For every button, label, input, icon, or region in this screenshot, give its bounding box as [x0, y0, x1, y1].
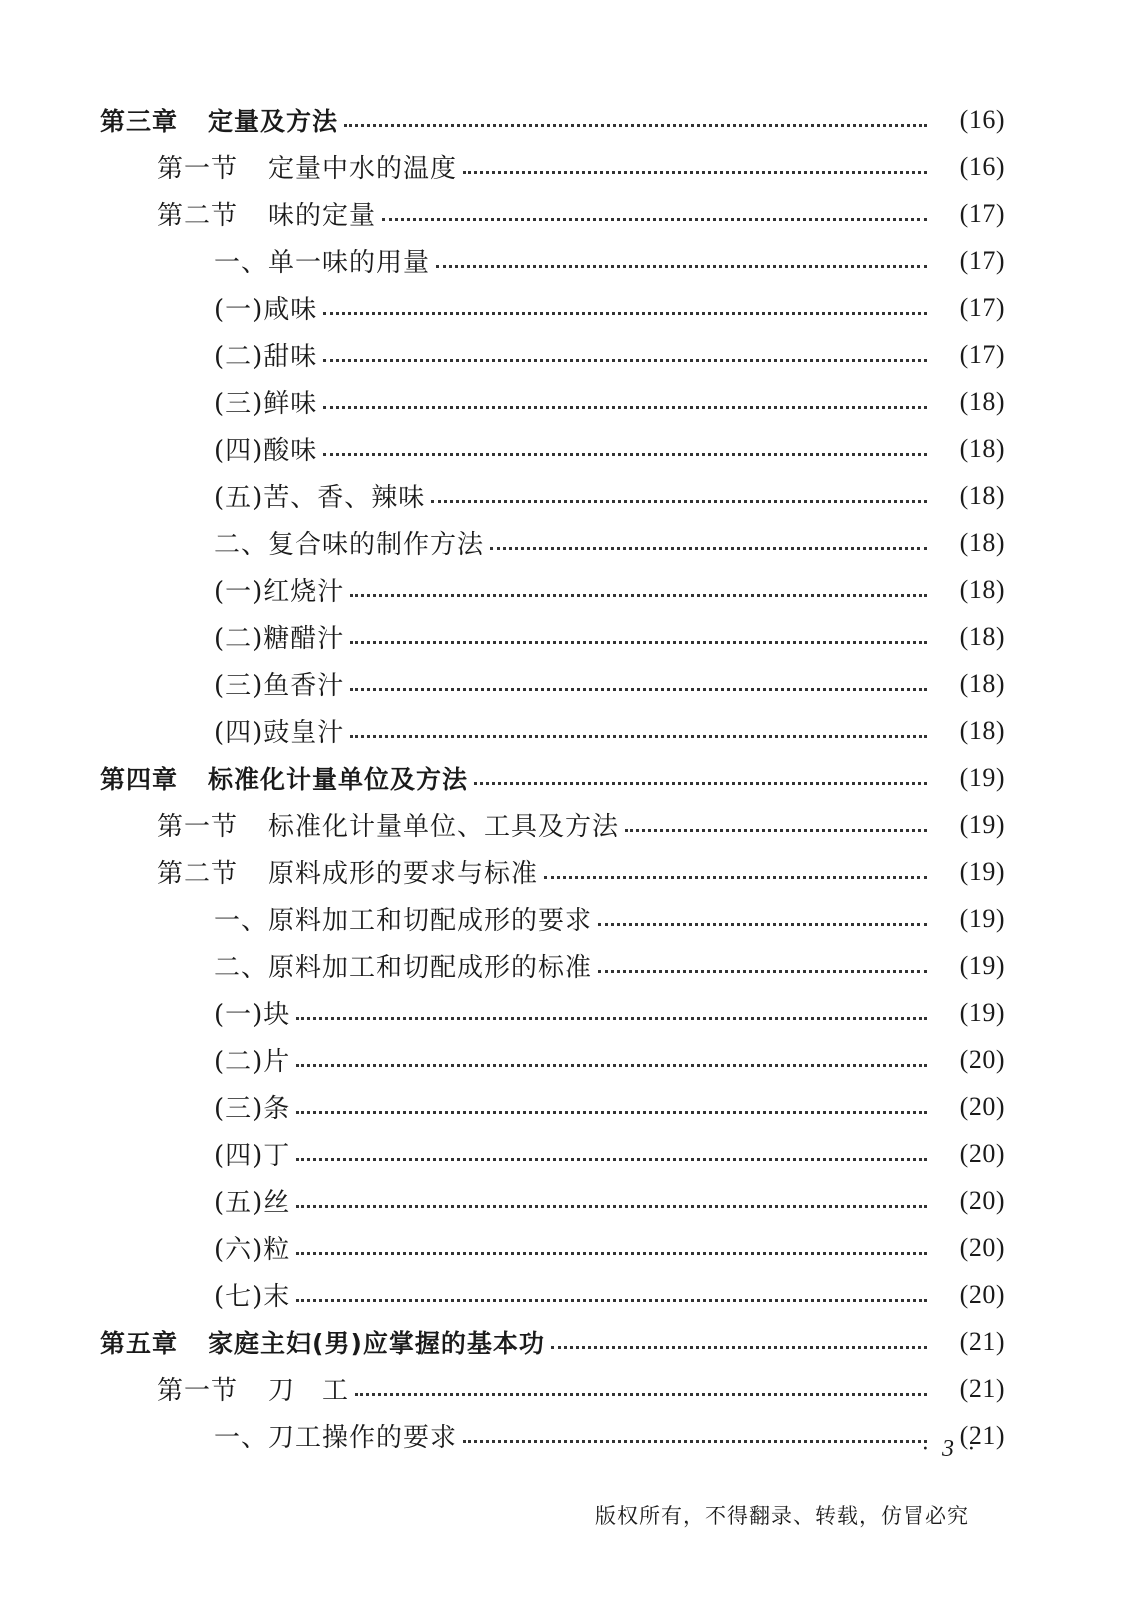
dot-leader	[431, 500, 927, 503]
toc-entry	[0, 707, 1131, 754]
toc-sub-row	[0, 425, 1005, 472]
toc-entry	[0, 1036, 1131, 1083]
toc-entry-label	[214, 618, 344, 655]
toc-entry-label	[214, 1135, 290, 1172]
dot-leader	[382, 218, 927, 221]
toc-entry-page: (18)	[959, 527, 1005, 557]
toc-entry	[0, 378, 1131, 425]
toc-entry-title: (四)丁	[214, 1141, 291, 1171]
dot-leader	[323, 453, 927, 456]
toc-entry	[0, 1318, 1131, 1365]
toc-item-row	[0, 237, 1005, 284]
toc-entry-title: 一、原料加工和切配成形的要求	[214, 906, 593, 936]
dot-leader	[323, 312, 927, 315]
toc-entry-label	[214, 665, 344, 702]
toc-entry-page: (18)	[959, 715, 1005, 745]
toc-entry-number: 第二节	[157, 201, 239, 231]
toc-entry-title: 定量及方法	[208, 106, 339, 136]
toc-entry-page: (17)	[959, 245, 1005, 275]
toc-entry-label	[214, 1417, 457, 1454]
toc-entry-label	[214, 1088, 290, 1125]
toc-entry-label	[214, 712, 344, 749]
dot-leader	[350, 594, 927, 597]
dot-leader	[350, 735, 927, 738]
toc-entry-page: (17)	[959, 198, 1005, 228]
dot-leader	[296, 1064, 927, 1067]
toc-entry	[0, 566, 1131, 613]
toc-entry	[0, 472, 1131, 519]
toc-item-row	[0, 942, 1005, 989]
toc-entry-page: (21)	[959, 1420, 1005, 1450]
toc-entry-page: (19)	[959, 856, 1005, 886]
toc-entry-label	[214, 383, 317, 420]
toc-sub-row	[0, 1083, 1005, 1130]
dot-leader	[474, 782, 927, 785]
toc-entry	[0, 143, 1131, 190]
toc-item-row	[0, 1412, 1005, 1459]
toc-entry	[0, 1130, 1131, 1177]
toc-entry-number: 第一节	[157, 1376, 239, 1406]
toc-item-row	[0, 895, 1005, 942]
toc-entry	[0, 754, 1131, 801]
toc-entry-title: 定量中水的温度	[268, 154, 458, 184]
toc-entry-title: 家庭主妇(男)应掌握的基本功	[208, 1328, 545, 1358]
toc-entry-title: (一)红烧汁	[214, 577, 345, 607]
dot-leader	[323, 359, 927, 362]
toc-entry-number: 第一节	[157, 812, 239, 842]
toc-entry-number: 第二节	[157, 859, 239, 889]
toc-entry-page: (20)	[959, 1044, 1005, 1074]
dot-leader	[544, 876, 927, 879]
toc-entry-label	[157, 1370, 349, 1407]
toc-section-row	[0, 143, 1005, 190]
toc-entry-title: 标准化计量单位及方法	[208, 764, 469, 794]
toc-entry-page: (18)	[959, 386, 1005, 416]
toc-entry-page: (19)	[959, 762, 1005, 792]
dot-leader	[463, 171, 927, 174]
toc-entry-page: (17)	[959, 339, 1005, 369]
dot-leader	[344, 124, 927, 127]
dot-leader	[323, 406, 927, 409]
toc-section-row	[0, 801, 1005, 848]
toc-section-row	[0, 848, 1005, 895]
toc-sub-row	[0, 660, 1005, 707]
toc-entry-page: (21)	[959, 1373, 1005, 1403]
dot-leader	[551, 1346, 927, 1349]
toc-entry-title: 味的定量	[268, 201, 377, 231]
toc-chapter-row	[0, 1318, 1005, 1365]
toc-entry-number: 第一节	[157, 154, 239, 184]
toc-entry-title: (一)咸味	[214, 295, 318, 325]
toc-entry-label	[100, 102, 338, 138]
toc-entry-label	[214, 1041, 290, 1078]
toc-entry-label	[214, 336, 317, 373]
toc-entry-label	[214, 430, 317, 467]
table-of-contents	[0, 96, 1131, 1459]
toc-entry-page: (19)	[959, 997, 1005, 1027]
toc-sub-row	[0, 1177, 1005, 1224]
toc-sub-row	[0, 1224, 1005, 1271]
toc-entry-title: 标准化计量单位、工具及方法	[268, 812, 620, 842]
toc-sub-row	[0, 707, 1005, 754]
toc-entry	[0, 519, 1131, 566]
toc-entry-title: (四)豉皇汁	[214, 718, 345, 748]
toc-entry-page: (16)	[959, 104, 1005, 134]
toc-entry-label	[214, 947, 592, 984]
toc-entry-title: (三)条	[214, 1094, 291, 1124]
dot-leader	[296, 1205, 927, 1208]
dot-leader	[350, 641, 927, 644]
dot-leader	[350, 688, 927, 691]
toc-entry	[0, 989, 1131, 1036]
toc-entry-page: (21)	[959, 1326, 1005, 1356]
dot-leader	[296, 1158, 927, 1161]
toc-entry-page: (18)	[959, 574, 1005, 604]
toc-sub-row	[0, 284, 1005, 331]
toc-entry-page: (20)	[959, 1232, 1005, 1262]
dot-leader	[436, 265, 927, 268]
toc-entry	[0, 284, 1131, 331]
dot-leader	[598, 970, 927, 973]
toc-entry-label	[157, 148, 457, 185]
toc-entry-number: 第三章	[100, 106, 179, 136]
toc-entry-label	[157, 195, 376, 232]
toc-entry-title: (三)鱼香汁	[214, 671, 345, 701]
toc-entry-title: 二、复合味的制作方法	[214, 530, 485, 560]
toc-entry-title: (五)苦、香、辣味	[214, 483, 426, 513]
toc-sub-row	[0, 1036, 1005, 1083]
dot-leader	[296, 1299, 927, 1302]
toc-entry	[0, 237, 1131, 284]
toc-entry-label	[214, 994, 290, 1031]
toc-entry-page: (19)	[959, 950, 1005, 980]
toc-entry-label	[214, 242, 430, 279]
toc-entry	[0, 1224, 1131, 1271]
copyright-notice: 版权所有，不得翻录、转载，仿冒必究	[595, 1504, 969, 1528]
toc-entry-title: (二)片	[214, 1047, 291, 1077]
toc-entry-title: (二)糖醋汁	[214, 624, 345, 654]
toc-entry-label	[214, 571, 344, 608]
toc-sub-row	[0, 613, 1005, 660]
dot-leader	[625, 829, 927, 832]
toc-entry-label	[214, 1276, 290, 1313]
toc-entry	[0, 1177, 1131, 1224]
toc-entry	[0, 1365, 1131, 1412]
toc-entry-label	[214, 1229, 290, 1266]
toc-entry	[0, 96, 1131, 143]
toc-entry-number: 第五章	[100, 1328, 179, 1358]
toc-entry	[0, 895, 1131, 942]
toc-entry-page: (20)	[959, 1091, 1005, 1121]
toc-entry-label	[157, 806, 619, 843]
toc-chapter-row	[0, 754, 1005, 801]
toc-entry	[0, 613, 1131, 660]
toc-entry-title: (一)块	[214, 1000, 291, 1030]
toc-entry-label	[214, 524, 484, 561]
toc-entry-label	[214, 289, 317, 326]
toc-entry-page: (16)	[959, 151, 1005, 181]
toc-item-row	[0, 519, 1005, 566]
toc-entry-label	[157, 853, 538, 890]
toc-sub-row	[0, 378, 1005, 425]
toc-section-row	[0, 1365, 1005, 1412]
toc-entry-number: 第四章	[100, 764, 179, 794]
toc-entry-page: (18)	[959, 480, 1005, 510]
toc-entry-label	[100, 1324, 545, 1360]
toc-entry-title: (五)丝	[214, 1188, 291, 1218]
toc-entry-page: (19)	[959, 809, 1005, 839]
toc-entry-page: (17)	[959, 292, 1005, 322]
toc-entry-title: (二)甜味	[214, 342, 318, 372]
toc-entry-title: 一、刀工操作的要求	[214, 1423, 458, 1453]
toc-entry-title: (六)粒	[214, 1235, 291, 1265]
toc-entry	[0, 660, 1131, 707]
toc-entry	[0, 848, 1131, 895]
dot-leader	[355, 1393, 927, 1396]
toc-entry	[0, 425, 1131, 472]
toc-entry-page: (18)	[959, 433, 1005, 463]
toc-entry-page: (20)	[959, 1138, 1005, 1168]
toc-sub-row	[0, 989, 1005, 1036]
toc-entry-label	[100, 760, 468, 796]
toc-entry-title: (七)末	[214, 1282, 291, 1312]
toc-sub-row	[0, 566, 1005, 613]
toc-entry-page: (18)	[959, 621, 1005, 651]
toc-entry-label	[214, 1182, 290, 1219]
toc-entry	[0, 331, 1131, 378]
toc-entry-page: (19)	[959, 903, 1005, 933]
toc-entry-title: 刀 工	[268, 1376, 350, 1406]
dot-leader	[463, 1440, 927, 1443]
toc-entry	[0, 801, 1131, 848]
dot-leader	[598, 923, 927, 926]
dot-leader	[296, 1111, 927, 1114]
toc-section-row	[0, 190, 1005, 237]
toc-entry-label	[214, 900, 592, 937]
toc-sub-row	[0, 331, 1005, 378]
toc-entry-title: 原料成形的要求与标准	[268, 859, 539, 889]
toc-entry	[0, 1271, 1131, 1318]
toc-chapter-row	[0, 96, 1005, 143]
toc-sub-row	[0, 472, 1005, 519]
toc-entry-page: (20)	[959, 1279, 1005, 1309]
toc-entry	[0, 1083, 1131, 1130]
toc-entry-label	[214, 477, 425, 514]
dot-leader	[296, 1252, 927, 1255]
dot-leader	[296, 1017, 927, 1020]
toc-entry	[0, 942, 1131, 989]
page-number: · 3 ·	[922, 1436, 978, 1462]
toc-entry	[0, 190, 1131, 237]
toc-entry-page: (18)	[959, 668, 1005, 698]
toc-entry-title: 一、单一味的用量	[214, 248, 431, 278]
toc-entry-page: (20)	[959, 1185, 1005, 1215]
toc-entry-title: (三)鲜味	[214, 389, 318, 419]
toc-entry-title: 二、原料加工和切配成形的标准	[214, 953, 593, 983]
dot-leader	[490, 547, 927, 550]
toc-sub-row	[0, 1130, 1005, 1177]
toc-entry-title: (四)酸味	[214, 436, 318, 466]
toc-sub-row	[0, 1271, 1005, 1318]
